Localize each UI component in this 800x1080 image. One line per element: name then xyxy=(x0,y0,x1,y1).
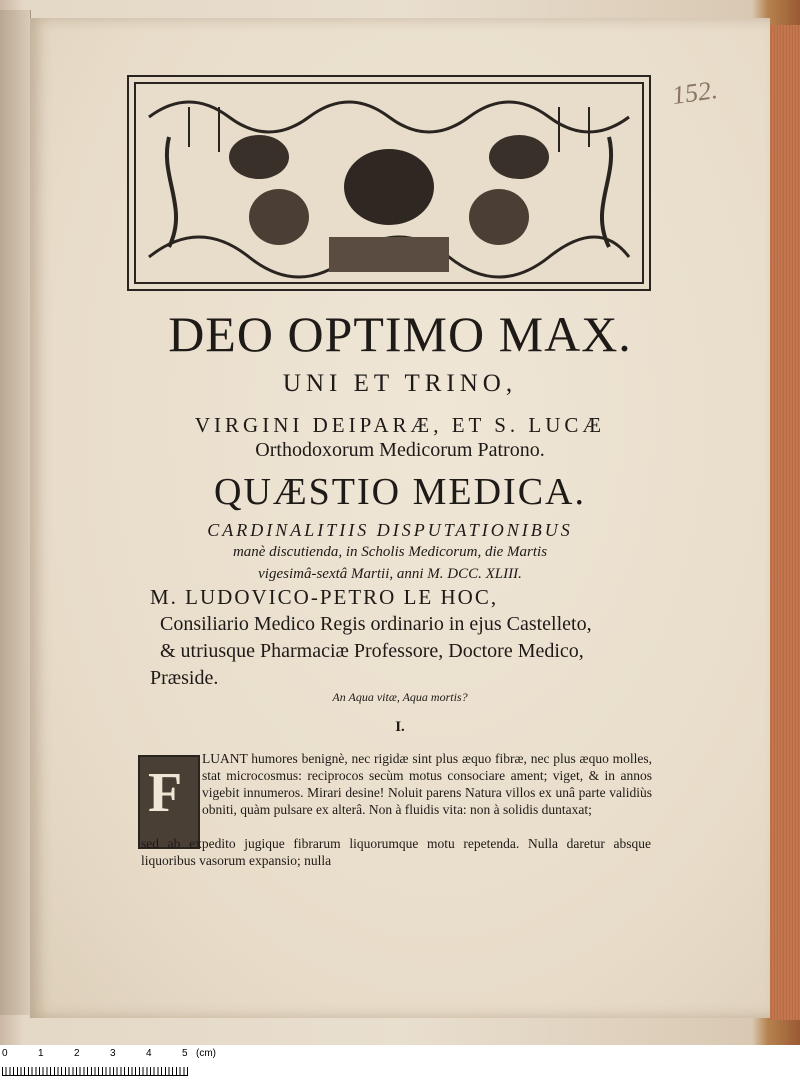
questio-medica-heading: QUÆSTIO MEDICA. xyxy=(214,471,586,513)
praeses-line-3: & utriusque Pharmaciæ Professore, Doctore Medico, xyxy=(160,640,584,662)
disputation-block xyxy=(155,519,625,585)
body-paragraph-first: LUANT humores benignè, nec rigidæ sint plus æquo fibræ, nec plus æquo molles, stat microcosmus: reciprocos secùm motus consociare ament; viget, & in annos vigebit innumeros. Mirari desine! Noluit parens Natura villos ex unâ parte validiùs obniti, quàm pulsare ex alterâ. Non à fluidis vita: non à solidis duntaxat; xyxy=(202,751,652,817)
ruler-labels xyxy=(0,1048,800,1062)
ruler-label: 3 xyxy=(110,1048,116,1059)
body-paragraph-rest: sed ab expedito jugique fibrarum liquorumque motu repetenda. Nulla daretur absque liquoribus vasorum expansio; nulla xyxy=(141,836,651,868)
initial-letter: F xyxy=(148,762,183,824)
question-text: An Aqua vitæ, Aqua mortis? xyxy=(332,690,468,704)
disputation-line-1: CARDINALITIIS DISPUTATIONIBUS xyxy=(207,520,573,540)
handwritten-page-number: 152. xyxy=(670,74,720,111)
dedication-patron: Orthodoxorum Medicorum Patrono. xyxy=(255,439,545,461)
praeses-line-2: Consiliario Medico Regis ordinario in ejus Castelleto, xyxy=(160,613,592,635)
ruler-unit: (cm) xyxy=(196,1048,216,1059)
praeses-name: M. LUDOVICO-PETRO LE HOC, xyxy=(150,585,499,609)
disputation-line-3: vigesimâ-sextâ Martii, anni M. DCC. XLIII. xyxy=(258,566,522,582)
dedication-virgin: VIRGINI DEIPARÆ, ET S. LUCÆ xyxy=(194,413,606,437)
ornamental-headpiece xyxy=(127,75,651,291)
praeses-block xyxy=(150,584,650,692)
ruler-label: 0 xyxy=(2,1048,8,1059)
ruler-label: 1 xyxy=(38,1048,44,1059)
section-numeral: I. xyxy=(395,719,405,735)
dedication-subtitle: UNI ET TRINO, xyxy=(282,370,518,397)
ruler-label: 2 xyxy=(74,1048,80,1059)
disputation-line-2: manè discutienda, in Scholis Medicorum, die Martis xyxy=(232,544,548,560)
dedication-title: DEO OPTIMO MAX. xyxy=(168,306,632,362)
right-page-stack xyxy=(770,25,800,1020)
praeses-line-4: Præside. xyxy=(150,667,219,689)
ruler-label: 5 xyxy=(182,1048,188,1059)
ruler-label: 4 xyxy=(146,1048,152,1059)
scale-ruler xyxy=(0,1045,800,1080)
ruler-ticks xyxy=(2,1067,188,1076)
